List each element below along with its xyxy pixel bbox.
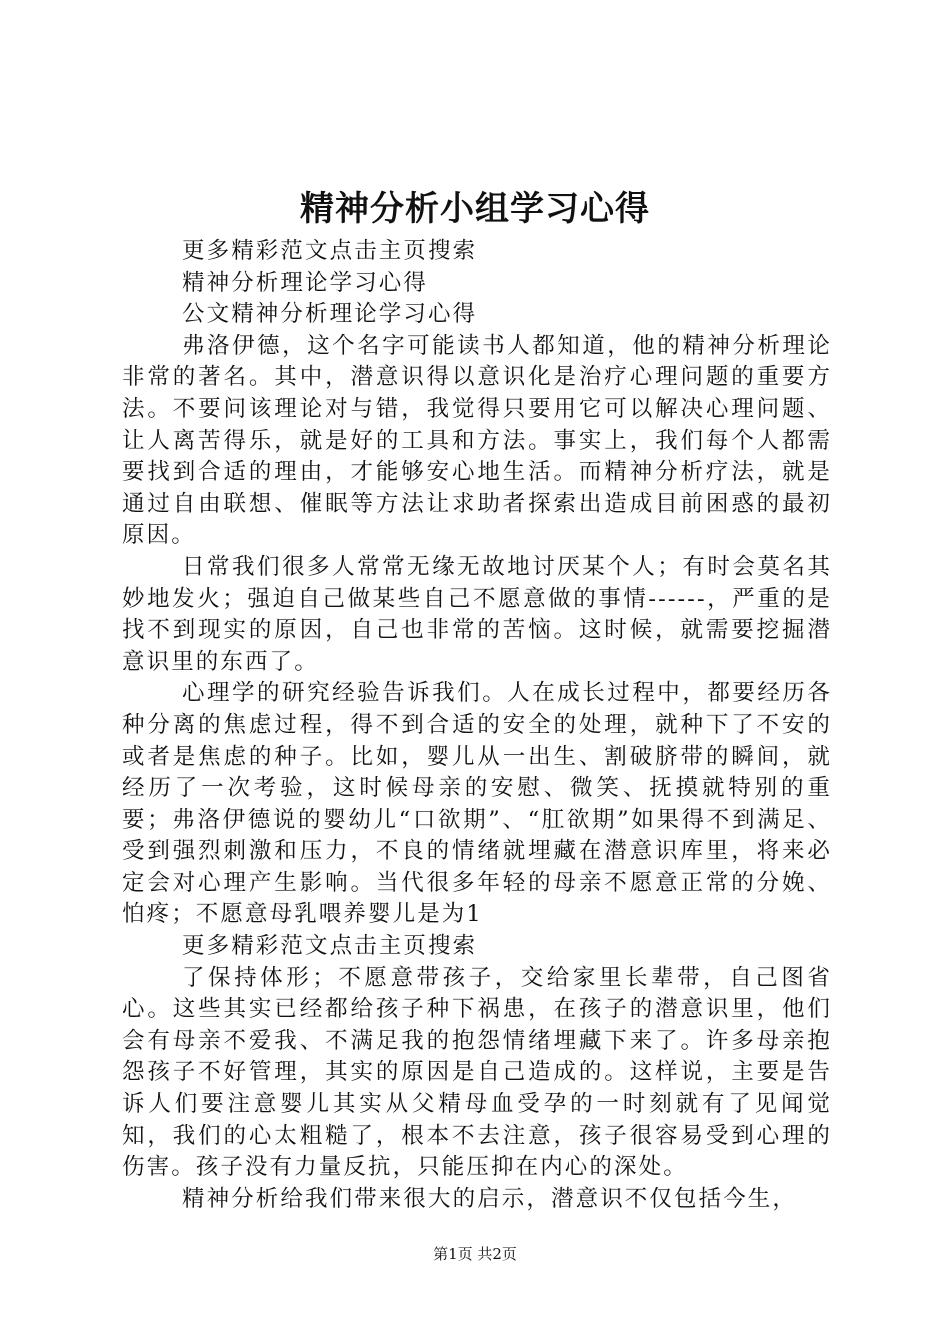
- page-number-footer: 第1页 共2页: [433, 1245, 517, 1263]
- body-paragraph: 弗洛伊德，这个名字可能读书人都知道，他的精神分析理论非常的著名。其中，潜意识得以意识化是治疗心理问题的重要方法。不要问该理论对与错，我觉得只要用它可以解决心理问题、让人离苦得乐，就是好的工具和方法。事实上，我们每个人都需要找到合适的理由，才能够安心地生活。而精神分析疗法，就是通过自由联想、催眠等方法让求助者探索出造成目前困惑的最初原因。: [122, 332, 832, 549]
- promo-line: 更多精彩范文点击主页搜索: [182, 238, 478, 264]
- body-paragraph: 日常我们很多人常常无缘无故地讨厌某个人；有时会莫名其妙地发火；强迫自己做某些自己不愿意做的事情------，严重的是找不到现实的原因，自己也非常的苦恼。这时候，就需要挖掘潜意识里的东西了。: [122, 553, 832, 675]
- body-paragraph: 心理学的研究经验告诉我们。人在成长过程中，都要经历各种分离的焦虑过程，得不到合适的安全的处理，就种下了不安的或者是焦虑的种子。比如，婴儿从一出生、割破脐带的瞬间，就经历了一次考验，这时候母亲的安慰、微笑、抚摸就特别的重要；弗洛伊德说的婴幼儿“口欲期”、“肛欲期”如果得不到满足、受到强烈刺激和压力，不良的情绪就埋藏在潜意识库里，将来必定会对心理产生影响。当代很多年轻的母亲不愿意正常的分娩、怕疼；不愿意母乳喂养婴儿是为1: [122, 680, 832, 928]
- document-body: [122, 236, 832, 1215]
- body-paragraph: 了保持体形；不愿意带孩子，交给家里长辈带，自己图省心。这些其实已经都给孩子种下祸患，在孩子的潜意识里，他们会有母亲不爱我、不满足我的抱怨情绪埋藏下来了。许多母亲抱怨孩子不好管理，其实的原因是自己造成的。这样说，主要是告诉人们要注意婴儿其实从父精母血受孕的一时刻就有了见闻觉知，我们的心太粗糙了，根本不去注意，孩子很容易受到心理的伤害。孩子没有力量反抗，只能压抑在内心的深处。: [122, 964, 832, 1181]
- subtitle-line: 精神分析理论学习心得: [182, 269, 429, 296]
- promo-line: 更多精彩范文点击主页搜索: [182, 933, 478, 960]
- subtitle-line: 公文精神分析理论学习心得: [182, 301, 478, 328]
- body-paragraph: 精神分析给我们带来很大的启示，潜意识不仅包括今生，: [182, 1185, 798, 1212]
- document-title: 精神分析小组学习心得: [300, 189, 650, 229]
